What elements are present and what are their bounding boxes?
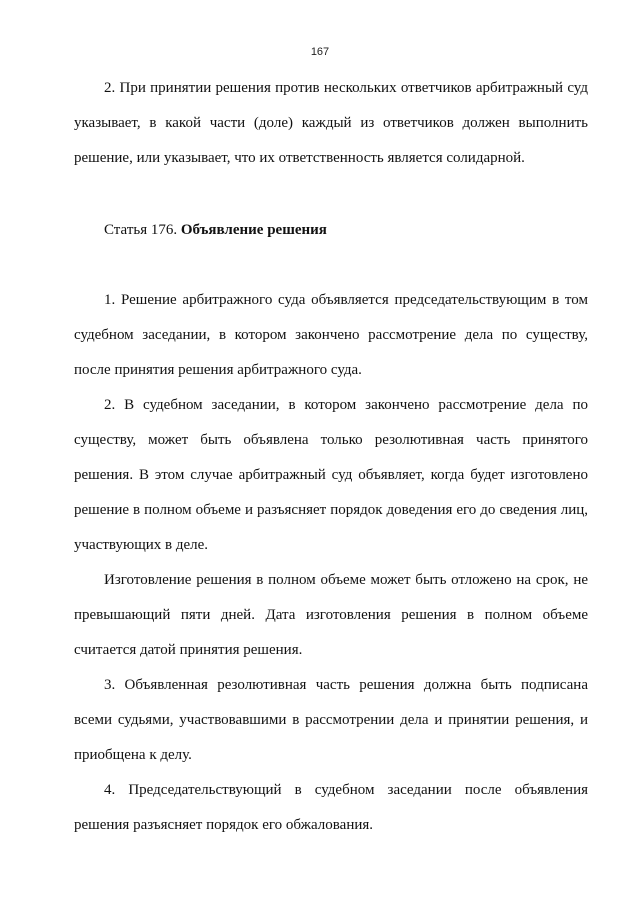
paragraph-2-continued: Изготовление решения в полном объеме может быть отложено на срок, не превышающий пяти дней. Дата изготовления решения в полном объеме считается датой принятия решения.: [74, 572, 588, 658]
article-heading: [104, 213, 327, 248]
paragraph-1: 1. Решение арбитражного суда объявляется председательствующим в том судебном заседании, в котором закончено рассмотрение дела по существу, после принятия решения арбитражного суда.: [74, 292, 588, 378]
page-number: 167: [310, 46, 330, 58]
article-heading-prefix: Статья 176.: [104, 222, 181, 238]
article-body: [74, 283, 588, 843]
paragraph-ruling-multiple-defendants: 2. При принятии решения против нескольких ответчиков арбитражный суд указывает, в какой части (доле) каждый из ответчиков должен выполнить решение, или указывает, что их ответственность является солидарной.: [74, 80, 588, 166]
paragraph-4: 4. Председательствующий в судебном заседании после объявления решения разъясняет порядок его обжалования.: [74, 782, 588, 833]
paragraph-block-top: [74, 71, 588, 176]
paragraph-3: 3. Объявленная резолютивная часть решения должна быть подписана всеми судьями, участвовавшими в рассмотрении дела и принятии решения, и приобщена к делу.: [74, 677, 588, 763]
paragraph-2: 2. В судебном заседании, в котором закончено рассмотрение дела по существу, может быть объявлена только резолютивная часть принятого решения. В этом случае арбитражный суд объявляет, когда будет изготовлено решение в полном объеме и разъясняет порядок доведения его до сведения лиц, участвующих в деле.: [74, 397, 588, 553]
article-heading-title: Объявление решения: [180, 222, 327, 238]
